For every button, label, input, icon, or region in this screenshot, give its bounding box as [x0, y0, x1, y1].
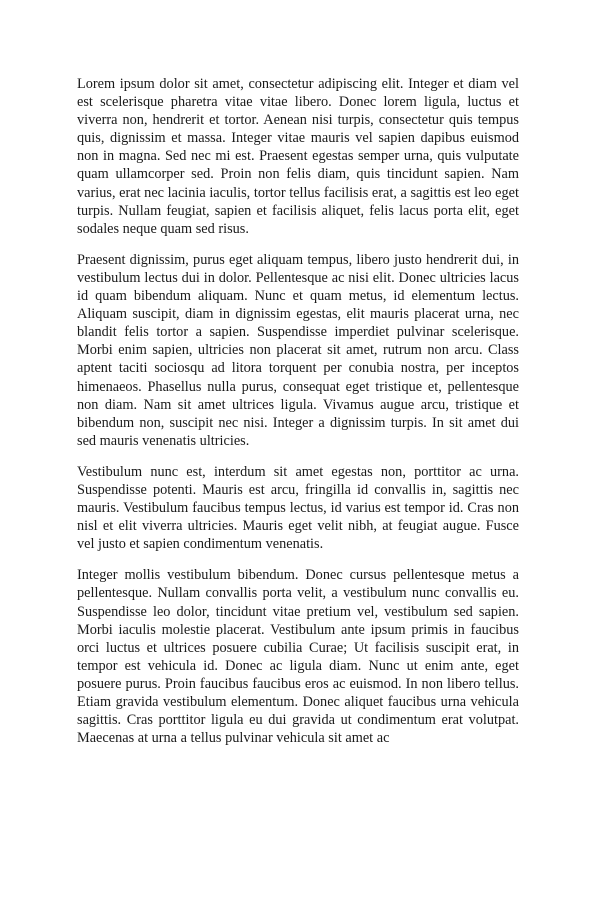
- document-body: [77, 75, 519, 760]
- paragraph-1: Lorem ipsum dolor sit amet, consectetur adipiscing elit. Integer et diam vel est scelerisque pharetra vitae vitae libero. Donec lorem ligula, luctus et viverra non, hendrerit et tortor. Aenean nisi turpis, consectetur quis tempus quis, dignissim et massa. Integer vitae mauris vel sapien dapibus euismod non in magna. Sed nec mi est. Praesent egestas semper urna, quis vulputate quam ullamcorper sed. Proin non felis diam, quis tincidunt sapien. Nam varius, erat nec lacinia iaculis, tortor tellus facilisis erat, a sagittis est leo eget turpis. Nullam feugiat, sapien et facilisis aliquet, felis lacus porta elit, eget sodales neque quam sed risus.: [77, 76, 519, 237]
- paragraph-3: Vestibulum nunc est, interdum sit amet egestas non, porttitor ac urna. Suspendisse potenti. Mauris est arcu, fringilla id convallis in, sagittis nec mauris. Vestibulum faucibus tempus lectus, id varius est tempor id. Cras non nisl et elit viverra ultricies. Mauris eget velit nibh, at feugiat augue. Fusce vel justo et sapien condimentum venenatis.: [77, 463, 519, 553]
- paragraph-2: Praesent dignissim, purus eget aliquam tempus, libero justo hendrerit dui, in vestibulum lectus dui in dolor. Pellentesque ac nisi elit. Donec ultricies lacus id quam bibendum aliquam. Nunc et quam metus, id elementum lectus. Aliquam suscipit, diam in dignissim egestas, elit mauris placerat urna, nec blandit felis tortor a sapien. Suspendisse imperdiet pulvinar scelerisque. Morbi enim sapien, ultricies non placerat sit amet, rutrum non arcu. Class aptent taciti sociosqu ad litora torquent per conubia nostra, per inceptos himenaeos. Phasellus nulla purus, consequat eget tristique et, pellentesque non diam. Nam sit amet ultrices ligula. Vivamus augue arcu, tristique et bibendum non, suscipit nec nisi. Integer a dignissim turpis. In sit amet dui sed mauris venenatis ultricies.: [77, 251, 519, 449]
- paragraph-4: Integer mollis vestibulum bibendum. Donec cursus pellentesque metus a pellentesque. Nullam convallis porta velit, a vestibulum nunc convallis eu. Suspendisse leo dolor, tincidunt vitae pretium vel, vestibulum sed sapien. Morbi iaculis molestie placerat. Vestibulum ante ipsum primis in faucibus orci luctus et ultrices posuere cubilia Curae; Ut facilisis suscipit erat, in tempor est vehicula id. Donec ac ligula diam. Nunc ut enim ante, eget posuere purus. Proin faucibus faucibus eros ac euismod. In non libero tellus. Etiam gravida vestibulum elementum. Donec aliquet faucibus urna vehicula sagittis. Cras porttitor ligula eu dui gravida ut condimentum erat volutpat. Maecenas at urna a tellus pulvinar vehicula sit amet ac: [77, 567, 519, 747]
